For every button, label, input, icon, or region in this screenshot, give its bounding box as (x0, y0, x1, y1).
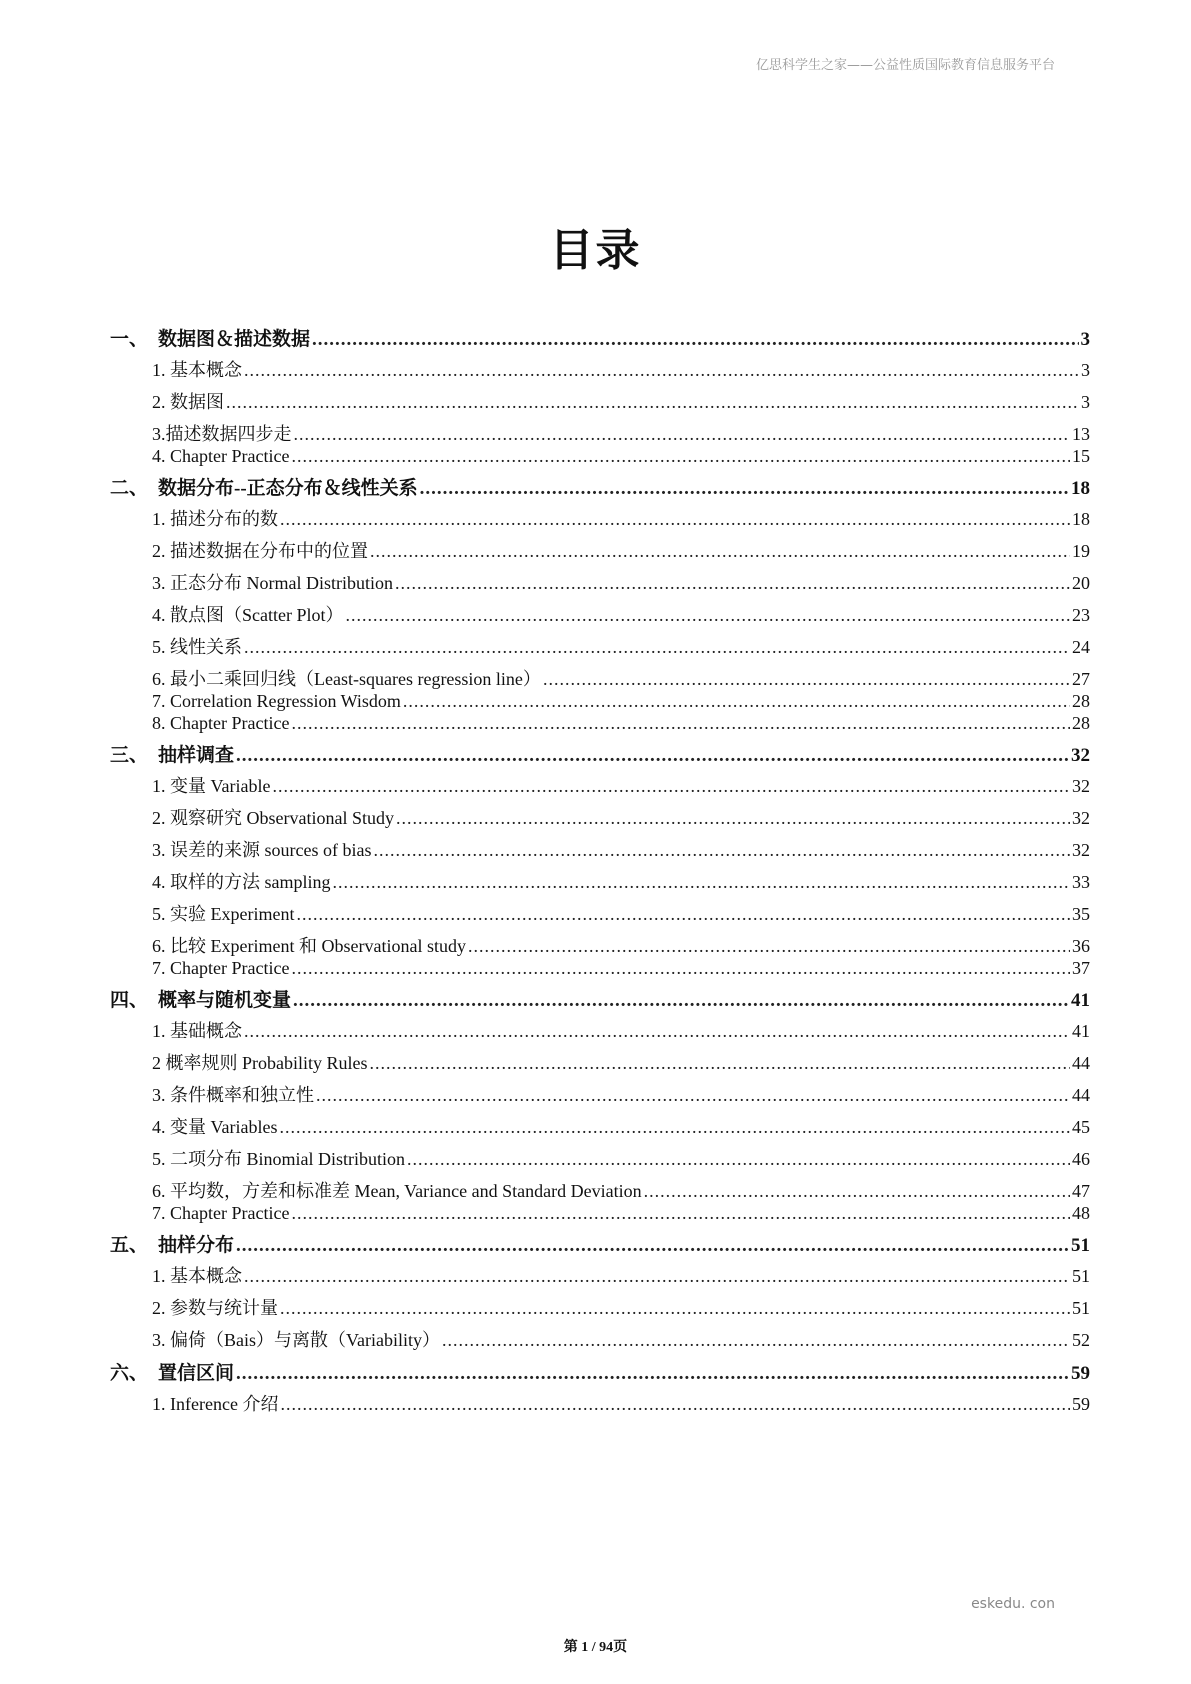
toc-page-number: 37 (1072, 958, 1090, 978)
toc-page-number: 35 (1072, 904, 1090, 924)
page-number: 第 1 / 94页 (563, 1640, 628, 1655)
footer-site: eskedu. con (971, 1596, 1055, 1612)
toc-chapter-number: 六、 (110, 1363, 149, 1384)
toc-leader-dots (294, 424, 1071, 445)
toc-section[interactable] (152, 1081, 1090, 1107)
toc-section[interactable] (152, 1113, 1090, 1139)
toc-page-number: 32 (1072, 808, 1090, 828)
toc-leader-dots (395, 573, 1070, 594)
toc-page-number: 32 (1071, 745, 1090, 766)
toc-page-number: 41 (1071, 990, 1090, 1011)
toc-chapter[interactable] (110, 985, 1090, 1012)
toc-page-number: 41 (1072, 1021, 1090, 1041)
toc-entry-title: 数据分布--正态分布＆线性关系 (158, 478, 418, 499)
toc-page-number: 3 (1081, 392, 1090, 412)
toc-entry-title: 3. 正态分布 Normal Distribution (152, 573, 393, 593)
toc-leader-dots (291, 958, 1070, 979)
toc-entry-title: 6. 最小二乘回归线（Least-squares regression line） (152, 669, 541, 689)
toc-leader-dots (291, 446, 1070, 467)
toc-section[interactable] (152, 958, 1090, 979)
toc-page-number: 45 (1072, 1117, 1090, 1137)
toc-entry-title: 1. 基本概念 (152, 360, 242, 380)
toc-leader-dots (312, 329, 1078, 351)
toc-entry-title: 置信区间 (158, 1363, 235, 1384)
toc-page-number: 48 (1072, 1203, 1090, 1223)
toc-page-number: 3 (1080, 329, 1090, 350)
toc-chapter[interactable] (110, 324, 1090, 351)
toc-chapter-number: 三、 (110, 745, 149, 766)
toc-section[interactable] (152, 713, 1090, 734)
toc-entry-title: 2. 描述数据在分布中的位置 (152, 541, 368, 561)
toc-leader-dots (236, 1235, 1069, 1257)
toc-entry-title: 4. 散点图（Scatter Plot） (152, 605, 344, 625)
toc-page-number: 18 (1071, 478, 1090, 499)
toc-entry-title: 1. 描述分布的数 (152, 509, 278, 529)
toc-page-number: 47 (1072, 1181, 1090, 1201)
toc-chapter-number: 一、 (110, 329, 149, 350)
toc-section[interactable] (152, 1294, 1090, 1320)
toc-entry-title: 6. 平均数，方差和标准差 Mean, Variance and Standard Deviation (152, 1181, 642, 1201)
toc-leader-dots (407, 1149, 1070, 1170)
toc-section[interactable] (152, 836, 1090, 862)
toc-leader-dots (296, 904, 1070, 925)
page-title: 目录 (549, 225, 642, 276)
toc-leader-dots (236, 1363, 1069, 1385)
toc-leader-dots (373, 840, 1070, 861)
toc-leader-dots (236, 745, 1069, 767)
toc-entry-title: 5. 二项分布 Binomial Distribution (152, 1149, 406, 1169)
toc-leader-dots (543, 669, 1070, 690)
page-header: 亿思科学生之家——公益性质国际教育信息服务平台 (755, 58, 1055, 73)
toc-chapter[interactable] (110, 473, 1090, 500)
toc-page-number: 3 (1081, 360, 1090, 380)
toc-leader-dots (370, 541, 1070, 562)
toc-entry-title: 2. 观察研究 Observational Study (152, 808, 394, 828)
toc-leader-dots (280, 1394, 1070, 1415)
toc-section[interactable] (152, 1326, 1090, 1352)
toc-page-number: 20 (1072, 573, 1090, 593)
toc-section[interactable] (152, 1203, 1090, 1224)
toc-chapter[interactable] (110, 1358, 1090, 1385)
toc-entry-title: 3. 误差的来源 sources of bias (152, 840, 372, 860)
toc-leader-dots (316, 1085, 1070, 1106)
toc-section[interactable] (152, 1177, 1090, 1203)
toc-chapter-number: 五、 (110, 1235, 149, 1256)
toc-section[interactable] (152, 868, 1090, 894)
toc-section[interactable] (152, 1145, 1090, 1171)
toc-entry-title: 抽样分布 (158, 1235, 235, 1256)
toc-entry-title: 4. 取样的方法 sampling (152, 872, 331, 892)
toc-page-number: 59 (1072, 1394, 1090, 1414)
toc-entry-title: 7. Correlation Regression Wisdom (152, 691, 401, 711)
toc-section[interactable] (152, 804, 1090, 830)
toc-leader-dots (280, 509, 1070, 530)
toc-page-number: 23 (1072, 605, 1090, 625)
toc-page-number: 33 (1072, 872, 1090, 892)
toc-entry-title: 3. 偏倚（Bais）与离散（Variability） (152, 1330, 440, 1350)
toc-section[interactable] (152, 1017, 1090, 1043)
toc-entry-title: 7. Chapter Practice (152, 958, 290, 978)
toc-entry-title: 5. 实验 Experiment (152, 904, 295, 924)
toc-page-number: 13 (1072, 424, 1090, 444)
toc-page-number: 32 (1072, 840, 1090, 860)
toc-section[interactable] (152, 633, 1090, 659)
toc-entry-title: 8. Chapter Practice (152, 713, 290, 733)
toc-section[interactable] (152, 691, 1090, 712)
toc-page-number: 51 (1072, 1298, 1090, 1318)
toc-page-number: 44 (1072, 1085, 1090, 1105)
toc-section[interactable] (152, 1262, 1090, 1288)
toc-chapter[interactable] (110, 740, 1090, 767)
toc-section[interactable] (152, 420, 1090, 446)
toc-entry-title: 1. 变量 Variable (152, 776, 271, 796)
toc-page-number: 15 (1072, 446, 1090, 466)
toc-section[interactable] (152, 900, 1090, 926)
toc-section[interactable] (152, 537, 1090, 563)
toc-leader-dots (468, 936, 1070, 957)
toc-page-number: 28 (1072, 691, 1090, 711)
toc-entry-title: 4. Chapter Practice (152, 446, 290, 466)
toc-page-number: 46 (1072, 1149, 1090, 1169)
toc-section[interactable] (152, 601, 1090, 627)
toc-page-number: 59 (1071, 1363, 1090, 1384)
toc-leader-dots (644, 1181, 1070, 1202)
toc-page-number: 36 (1072, 936, 1090, 956)
toc-entry-title: 数据图＆描述数据 (158, 329, 311, 350)
toc-leader-dots (244, 360, 1079, 381)
toc-entry-title: 3. 条件概率和独立性 (152, 1085, 314, 1105)
toc-leader-dots (333, 872, 1071, 893)
toc-page-number: 32 (1072, 776, 1090, 796)
toc-page-number: 18 (1072, 509, 1090, 529)
toc-leader-dots (279, 1117, 1070, 1138)
toc-leader-dots (293, 990, 1069, 1012)
toc-entry-title: 5. 线性关系 (152, 637, 242, 657)
toc-entry-title: 7. Chapter Practice (152, 1203, 290, 1223)
toc-leader-dots (244, 1021, 1070, 1042)
toc-section[interactable] (152, 772, 1090, 798)
toc-leader-dots (244, 637, 1070, 658)
toc-entry-title: 1. Inference 介绍 (152, 1394, 279, 1414)
toc-page-number: 19 (1072, 541, 1090, 561)
toc-leader-dots (370, 1053, 1071, 1074)
toc-leader-dots (280, 1298, 1070, 1319)
toc-section[interactable] (152, 932, 1090, 958)
toc-section[interactable] (152, 356, 1090, 382)
toc-section[interactable] (152, 388, 1090, 414)
toc-page-number: 44 (1072, 1053, 1090, 1073)
toc-leader-dots (291, 713, 1070, 734)
toc-chapter[interactable] (110, 1230, 1090, 1257)
toc-page-number: 28 (1072, 713, 1090, 733)
toc-leader-dots (244, 1266, 1070, 1287)
toc-leader-dots (291, 1203, 1070, 1224)
toc-leader-dots (396, 808, 1070, 829)
toc-leader-dots (272, 776, 1070, 797)
toc-entry-title: 4. 变量 Variables (152, 1117, 278, 1137)
toc-page-number: 51 (1071, 1235, 1090, 1256)
toc-entry-title: 1. 基本概念 (152, 1266, 242, 1286)
toc-leader-dots (346, 605, 1071, 626)
toc-section[interactable] (152, 1049, 1090, 1075)
toc-section[interactable] (152, 446, 1090, 467)
toc-page-number: 52 (1072, 1330, 1090, 1350)
toc-page-number: 51 (1072, 1266, 1090, 1286)
toc-entry-title: 1. 基础概念 (152, 1021, 242, 1041)
toc-chapter-number: 二、 (110, 478, 149, 499)
toc-leader-dots (420, 478, 1069, 500)
toc-entry-title: 抽样调查 (158, 745, 235, 766)
toc-entry-title: 2 概率规则 Probability Rules (152, 1053, 368, 1073)
toc-section[interactable] (152, 665, 1090, 691)
toc-chapter-number: 四、 (110, 990, 149, 1011)
toc-entry-title: 3.描述数据四步走 (152, 424, 292, 444)
toc-leader-dots (403, 691, 1070, 712)
toc-section[interactable] (152, 569, 1090, 595)
toc-leader-dots (226, 392, 1079, 413)
toc-section[interactable] (152, 505, 1090, 531)
toc-page-number: 24 (1072, 637, 1090, 657)
toc-entry-title: 2. 数据图 (152, 392, 224, 412)
toc-entry-title: 6. 比较 Experiment 和 Observational study (152, 936, 466, 956)
toc-page-number: 27 (1072, 669, 1090, 689)
toc-entry-title: 概率与随机变量 (158, 990, 292, 1011)
toc-entry-title: 2. 参数与统计量 (152, 1298, 278, 1318)
toc-section[interactable] (152, 1390, 1090, 1416)
toc-leader-dots (442, 1330, 1070, 1351)
